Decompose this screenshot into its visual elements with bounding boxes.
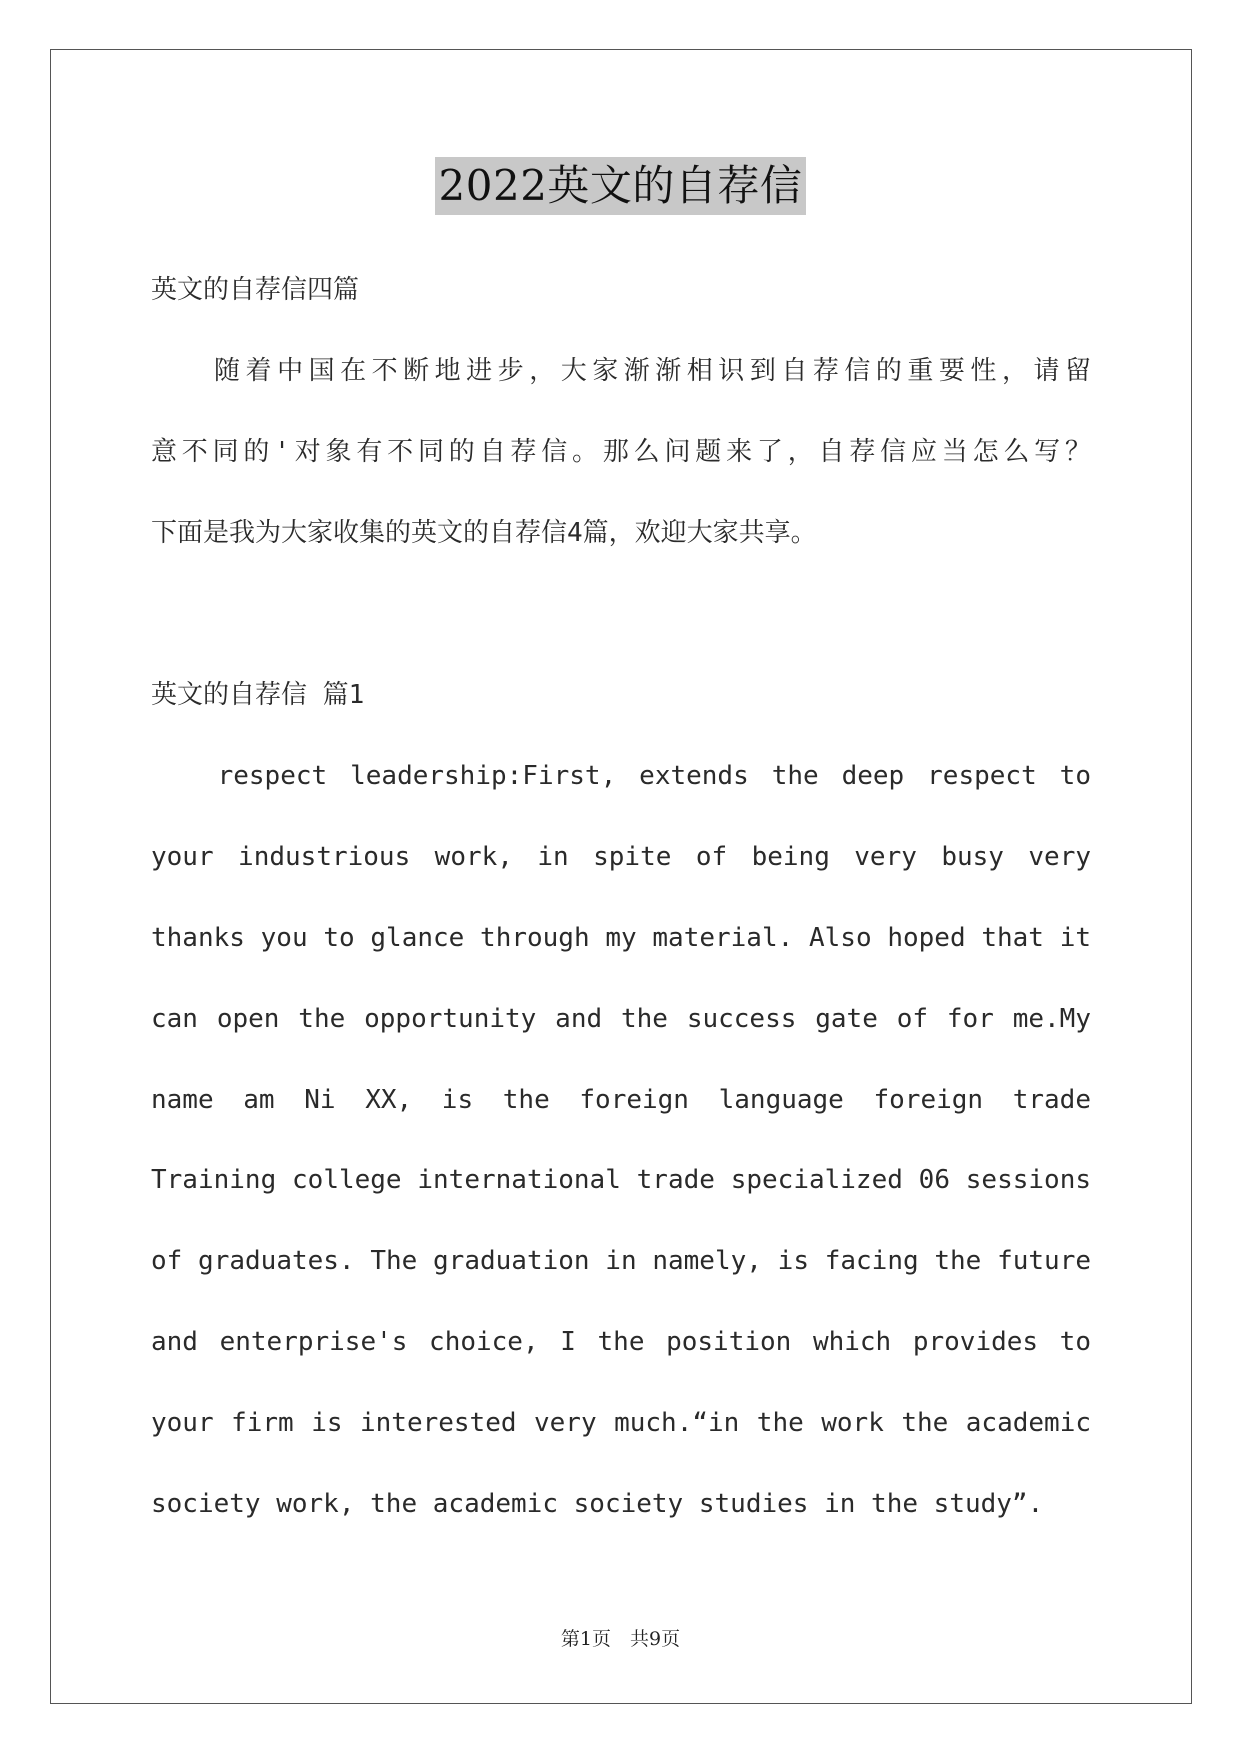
intro-line: 意不同的'对象有不同的自荐信。那么问题来了，自荐信应当怎么写？ <box>151 437 1091 467</box>
body-line: your industrious work, in spite of being very busy very <box>151 842 1091 872</box>
document-subtitle: 英文的自荐信四篇 <box>151 275 360 305</box>
body-line: thanks you to glance through my material. Also hoped that it <box>151 923 1091 953</box>
body-line: can open the opportunity and the success gate of for me.My <box>151 1004 1091 1034</box>
body-line: Training college international trade specialized 06 sessions <box>151 1165 1091 1195</box>
section-heading: 英文的自荐信 篇1 <box>151 680 365 710</box>
intro-line: 下面是我为大家收集的英文的自荐信4篇，欢迎大家共享。 <box>151 518 817 548</box>
document-title: 2022英文的自荐信 <box>435 157 807 215</box>
intro-line: 随着中国在不断地进步，大家渐渐相识到自荐信的重要性，请留 <box>151 356 1091 386</box>
title-container <box>0 157 1241 215</box>
body-line: respect leadership:First, extends the deep respect to <box>151 761 1091 791</box>
body-line: society work, the academic society studies in the study”. <box>151 1489 1044 1519</box>
body-line: and enterprise's choice, I the position which provides to <box>151 1327 1091 1357</box>
body-line: your firm is interested very much.“in the work the academic <box>151 1408 1091 1438</box>
page-footer: 第1页 共9页 <box>560 1628 681 1650</box>
body-line: of graduates. The graduation in namely, is facing the future <box>151 1246 1091 1276</box>
body-line: name am Ni XX, is the foreign language foreign trade <box>151 1085 1091 1115</box>
